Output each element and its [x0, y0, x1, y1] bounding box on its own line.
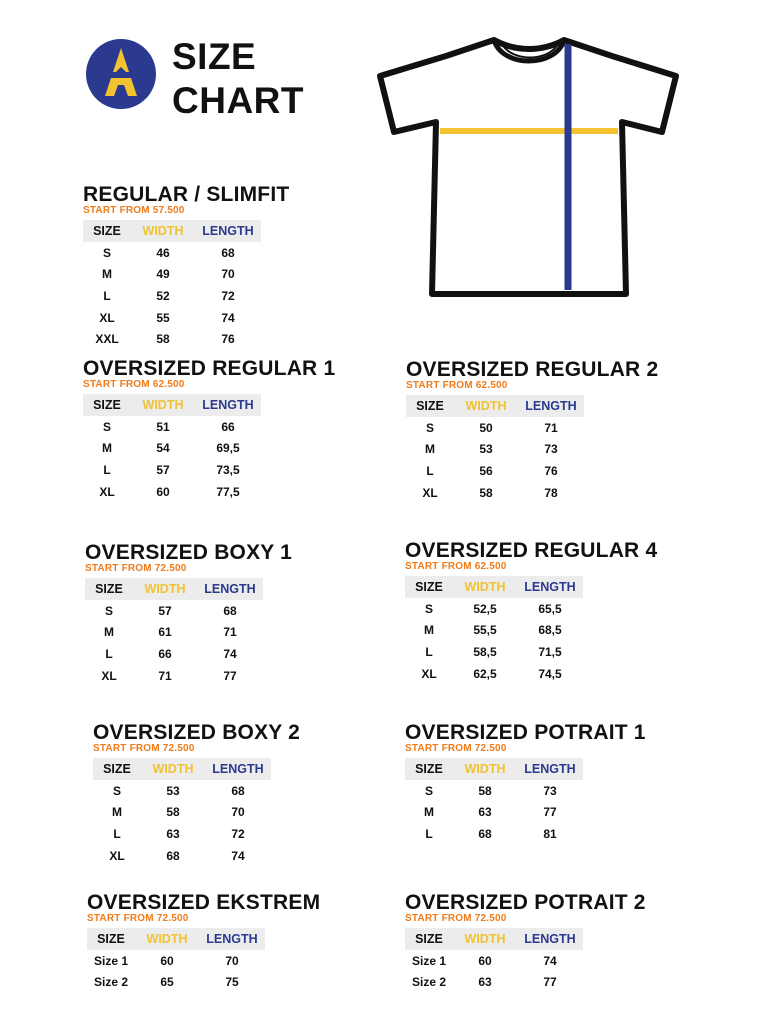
cell-length: 77,5	[216, 484, 240, 499]
brand-logo	[85, 38, 157, 110]
section-oversized-regular-2	[406, 359, 658, 503]
section-title: OVERSIZED REGULAR 1	[83, 357, 336, 380]
table-header-row	[87, 928, 265, 950]
size-table	[93, 758, 271, 866]
cell-width: 63	[478, 805, 492, 820]
cell-size: XXL	[95, 332, 119, 347]
cell-width: 60	[478, 953, 492, 968]
section-price: START FROM 72.500	[93, 743, 195, 754]
header-length: LENGTH	[197, 578, 263, 600]
cell-size: L	[103, 462, 111, 477]
table-row	[405, 663, 583, 685]
table-row	[85, 665, 263, 687]
cell-length: 77	[223, 668, 237, 683]
cell-size: XL	[99, 310, 115, 325]
table-row	[406, 417, 584, 439]
section-price: START FROM 62.500	[83, 379, 185, 390]
cell-length: 66	[221, 419, 235, 434]
cell-width: 58	[166, 805, 180, 820]
header-size: SIZE	[83, 220, 131, 242]
cell-width: 57	[158, 603, 172, 618]
cell-size: M	[102, 441, 112, 456]
cell-size: L	[425, 644, 433, 659]
cell-width: 52,5	[473, 601, 497, 616]
table-row	[87, 972, 265, 994]
cell-length: 70	[231, 805, 245, 820]
cell-size: L	[105, 646, 113, 661]
cell-width: 63	[478, 975, 492, 990]
cell-length: 73	[543, 783, 557, 798]
size-table	[83, 220, 261, 350]
cell-width: 57	[156, 462, 170, 477]
cell-width: 55,5	[473, 623, 497, 638]
header-length: LENGTH	[195, 220, 261, 242]
cell-length: 76	[221, 332, 235, 347]
cell-size: L	[113, 826, 121, 841]
header-width: WIDTH	[133, 578, 197, 600]
cell-length: 78	[544, 485, 558, 500]
header-width: WIDTH	[453, 576, 517, 598]
table-header-row	[83, 394, 261, 416]
cell-size: Size 2	[411, 975, 447, 990]
section-title: OVERSIZED POTRAIT 1	[405, 721, 646, 744]
cell-size: XL	[101, 668, 117, 683]
cell-size: S	[112, 783, 121, 798]
section-title: OVERSIZED EKSTREM	[87, 891, 321, 914]
header-width: WIDTH	[131, 220, 195, 242]
table-header-row	[405, 576, 583, 598]
header-length: LENGTH	[205, 758, 271, 780]
cell-size: S	[102, 419, 111, 434]
header-length: LENGTH	[517, 928, 583, 950]
cell-size: L	[425, 826, 433, 841]
cell-length: 74	[231, 848, 245, 863]
cell-size: M	[424, 623, 434, 638]
cell-size: S	[104, 603, 113, 618]
cell-length: 72	[231, 826, 245, 841]
cell-size: S	[424, 601, 433, 616]
table-row	[85, 643, 263, 665]
cell-length: 68	[231, 783, 245, 798]
size-table	[405, 758, 583, 845]
size-table	[406, 395, 584, 503]
table-row	[406, 482, 584, 504]
table-row	[83, 459, 261, 481]
cell-length: 77	[543, 805, 557, 820]
table-row	[405, 950, 583, 972]
table-row	[83, 416, 261, 438]
table-row	[83, 438, 261, 460]
header-size: SIZE	[87, 928, 135, 950]
cell-length: 74,5	[538, 666, 562, 681]
cell-width: 56	[479, 463, 493, 478]
section-regular-slimfit	[83, 184, 289, 350]
cell-width: 58,5	[473, 644, 497, 659]
cell-width: 60	[160, 953, 174, 968]
cell-width: 58	[156, 332, 170, 347]
cell-length: 74	[543, 953, 557, 968]
header-length: LENGTH	[517, 758, 583, 780]
header-width: WIDTH	[454, 395, 518, 417]
cell-size: Size 2	[93, 975, 129, 990]
cell-width: 53	[479, 442, 493, 457]
table-row	[83, 328, 261, 350]
table-row	[83, 307, 261, 329]
cell-size: S	[425, 420, 434, 435]
page-title-line-1: SIZE	[172, 36, 257, 77]
cell-length: 74	[223, 646, 237, 661]
cell-size: M	[424, 805, 434, 820]
table-row	[405, 972, 583, 994]
cell-width: 55	[156, 310, 170, 325]
cell-length: 68,5	[538, 623, 562, 638]
section-title: OVERSIZED POTRAIT 2	[405, 891, 646, 914]
cell-length: 72	[221, 288, 235, 303]
section-price: START FROM 72.500	[87, 913, 189, 924]
table-row	[85, 622, 263, 644]
cell-size: L	[103, 288, 111, 303]
cell-length: 71,5	[538, 644, 562, 659]
table-row	[93, 823, 271, 845]
table-row	[405, 780, 583, 802]
cell-length: 71	[544, 420, 558, 435]
cell-width: 58	[478, 783, 492, 798]
cell-length: 81	[543, 826, 557, 841]
page-title-line-2: CHART	[172, 80, 304, 121]
section-oversized-regular-4	[405, 540, 657, 684]
cell-length: 73,5	[216, 462, 240, 477]
table-row	[93, 845, 271, 867]
table-row	[406, 460, 584, 482]
cell-size: Size 1	[93, 953, 129, 968]
header-size: SIZE	[93, 758, 141, 780]
section-price: START FROM 72.500	[405, 743, 507, 754]
section-title: OVERSIZED BOXY 1	[85, 541, 293, 564]
table-row	[405, 598, 583, 620]
header-size: SIZE	[405, 928, 453, 950]
cell-width: 58	[479, 485, 493, 500]
cell-size: S	[102, 245, 111, 260]
section-oversized-boxy-1	[85, 542, 292, 686]
cell-width: 49	[156, 267, 170, 282]
header-width: WIDTH	[141, 758, 205, 780]
section-price: START FROM 72.500	[85, 563, 187, 574]
table-row	[93, 780, 271, 802]
section-title: OVERSIZED BOXY 2	[93, 721, 301, 744]
cell-width: 63	[166, 826, 180, 841]
section-title: OVERSIZED REGULAR 4	[405, 539, 658, 562]
table-header-row	[405, 758, 583, 780]
section-price: START FROM 57.500	[83, 205, 185, 216]
header-width: WIDTH	[453, 758, 517, 780]
section-title: OVERSIZED REGULAR 2	[406, 358, 659, 381]
table-row	[405, 802, 583, 824]
table-header-row	[83, 220, 261, 242]
size-table	[83, 394, 261, 502]
table-header-row	[93, 758, 271, 780]
section-price: START FROM 62.500	[406, 380, 508, 391]
header-length: LENGTH	[199, 928, 265, 950]
cell-width: 68	[166, 848, 180, 863]
cell-width: 50	[479, 420, 493, 435]
section-oversized-boxy-2	[93, 722, 300, 866]
table-row	[87, 950, 265, 972]
cell-length: 71	[223, 625, 237, 640]
cell-width: 68	[478, 826, 492, 841]
cell-width: 71	[158, 668, 172, 683]
cell-width: 61	[158, 625, 172, 640]
table-header-row	[405, 928, 583, 950]
cell-length: 65,5	[538, 601, 562, 616]
cell-width: 65	[160, 975, 174, 990]
size-table	[405, 576, 583, 684]
cell-width: 54	[156, 441, 170, 456]
cell-length: 70	[221, 267, 235, 282]
header-size: SIZE	[405, 576, 453, 598]
cell-width: 53	[166, 783, 180, 798]
section-price: START FROM 72.500	[405, 913, 507, 924]
table-row	[85, 600, 263, 622]
header-size: SIZE	[406, 395, 454, 417]
table-header-row	[406, 395, 584, 417]
table-row	[83, 285, 261, 307]
table-row	[83, 242, 261, 264]
header-size: SIZE	[405, 758, 453, 780]
cell-width: 46	[156, 245, 170, 260]
cell-size: XL	[99, 484, 115, 499]
section-oversized-potrait-1	[405, 722, 646, 845]
header-length: LENGTH	[517, 576, 583, 598]
cell-size: M	[104, 625, 114, 640]
table-header-row	[85, 578, 263, 600]
cell-width: 62,5	[473, 666, 497, 681]
size-table	[87, 928, 265, 993]
header-size: SIZE	[83, 394, 131, 416]
cell-size: Size 1	[411, 953, 447, 968]
cell-length: 75	[225, 975, 239, 990]
table-row	[405, 823, 583, 845]
cell-length: 73	[544, 442, 558, 457]
table-row	[405, 641, 583, 663]
table-row	[406, 439, 584, 461]
cell-width: 60	[156, 484, 170, 499]
header-length: LENGTH	[195, 394, 261, 416]
size-table	[405, 928, 583, 993]
cell-width: 66	[158, 646, 172, 661]
section-oversized-regular-1	[83, 358, 335, 502]
cell-length: 76	[544, 463, 558, 478]
cell-size: L	[426, 463, 434, 478]
cell-size: XL	[421, 666, 437, 681]
table-row	[405, 620, 583, 642]
header-length: LENGTH	[518, 395, 584, 417]
table-row	[93, 802, 271, 824]
header-width: WIDTH	[135, 928, 199, 950]
cell-size: S	[424, 783, 433, 798]
cell-length: 69,5	[216, 441, 240, 456]
cell-size: XL	[422, 485, 438, 500]
tshirt-measure-icon	[376, 34, 680, 300]
cell-length: 68	[223, 603, 237, 618]
section-oversized-ekstrem	[87, 892, 320, 993]
cell-size: XL	[109, 848, 125, 863]
section-oversized-potrait-2	[405, 892, 646, 993]
header-width: WIDTH	[453, 928, 517, 950]
cell-length: 70	[225, 953, 239, 968]
table-row	[83, 264, 261, 286]
header-size: SIZE	[85, 578, 133, 600]
cell-length: 77	[543, 975, 557, 990]
cell-width: 51	[156, 419, 170, 434]
cell-size: M	[425, 442, 435, 457]
cell-width: 52	[156, 288, 170, 303]
size-table	[85, 578, 263, 686]
cell-length: 68	[221, 245, 235, 260]
cell-size: M	[112, 805, 122, 820]
section-title: REGULAR / SLIMFIT	[83, 183, 290, 206]
cell-size: M	[102, 267, 112, 282]
table-row	[83, 481, 261, 503]
cell-length: 74	[221, 310, 235, 325]
section-price: START FROM 62.500	[405, 561, 507, 572]
header-width: WIDTH	[131, 394, 195, 416]
